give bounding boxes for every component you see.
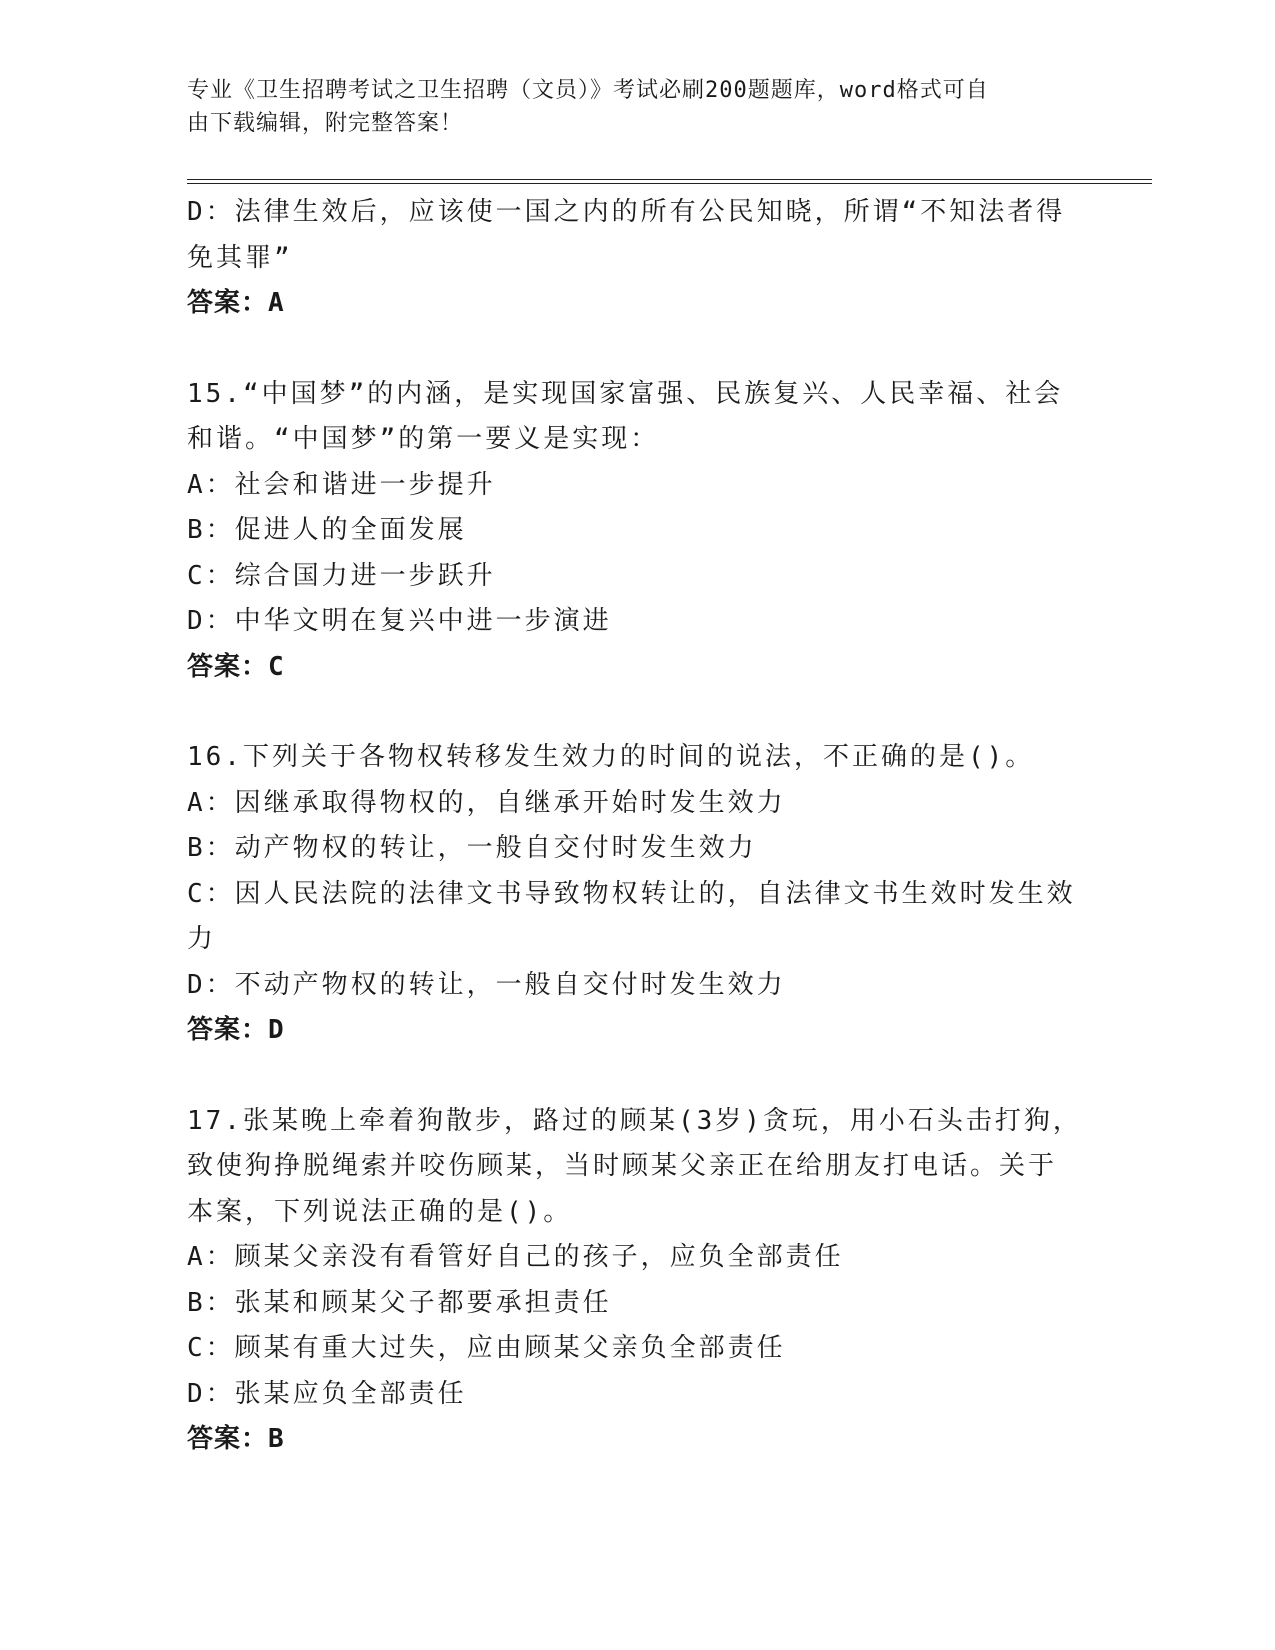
question-15 (187, 372, 1077, 691)
header-line-1: 专业《卫生招聘考试之卫生招聘（文员）》考试必刷200题题库，word格式可自 (187, 78, 989, 103)
option-a: A：社会和谐进一步提升 (187, 469, 496, 500)
question-stem: 16.下列关于各物权转移发生效力的时间的说法，不正确的是()。 (187, 742, 1035, 772)
header-divider-bottom (187, 183, 1152, 184)
answer-line: 答案：D (187, 1015, 285, 1045)
option-d: D：张某应负全部责任 (187, 1378, 467, 1409)
option-b: B：动产物权的转让，一般自交付时发生效力 (187, 833, 757, 863)
option-b: B：促进人的全面发展 (187, 515, 467, 545)
spacer (187, 1054, 1077, 1099)
option-a: A：因继承取得物权的，自继承开始时发生效力 (187, 787, 786, 818)
answer-line: 答案：A (187, 288, 285, 318)
question-list (187, 190, 1082, 1463)
question-stem-continued: 和谐。“中国梦”的第一要义是实现： (187, 424, 660, 454)
answer-line: 答案：C (187, 651, 285, 682)
answer-line: 答案：B (187, 1424, 285, 1454)
option-d: D：不动产物权的转让，一般自交付时发生效力 (187, 969, 786, 1000)
question-stem: 17.张某晚上牵着狗散步，路过的顾某(3岁)贪玩，用小石头击打狗， (187, 1105, 1082, 1136)
header-line-2: 由下载编辑，附完整答案！ (187, 111, 464, 136)
question-stem-continued: 致使狗挣脱绳索并咬伤顾某，当时顾某父亲正在给朋友打电话。关于 (187, 1151, 1058, 1181)
document-header (187, 74, 1067, 140)
spacer (187, 690, 1077, 735)
question-stem: 15.“中国梦”的内涵，是实现国家富强、民族复兴、人民幸福、社会 (187, 378, 1064, 409)
spacer (187, 327, 1077, 372)
header-divider-top (187, 179, 1152, 180)
question-stem-continued: 本案，下列说法正确的是()。 (187, 1196, 573, 1227)
question-16 (187, 735, 1077, 1054)
option-d: D：法律生效后，应该使一国之内的所有公民知晓，所谓“不知法者得 (187, 197, 1066, 227)
question-14-tail (187, 190, 1077, 327)
option-c: C：综合国力进一步跃升 (187, 560, 496, 591)
option-d-continued: 免其罪” (187, 242, 293, 273)
option-c-continued: 力 (187, 924, 217, 954)
option-b: B：张某和顾某父子都要承担责任 (187, 1287, 612, 1318)
option-d: D：中华文明在复兴中进一步演进 (187, 606, 612, 636)
option-a: A：顾某父亲没有看管好自己的孩子，应负全部责任 (187, 1242, 844, 1272)
option-c: C：顾某有重大过失，应由顾某父亲负全部责任 (187, 1333, 786, 1363)
question-17 (187, 1099, 1082, 1463)
option-c: C：因人民法院的法律文书导致物权转让的，自法律文书生效时发生效 (187, 878, 1076, 909)
